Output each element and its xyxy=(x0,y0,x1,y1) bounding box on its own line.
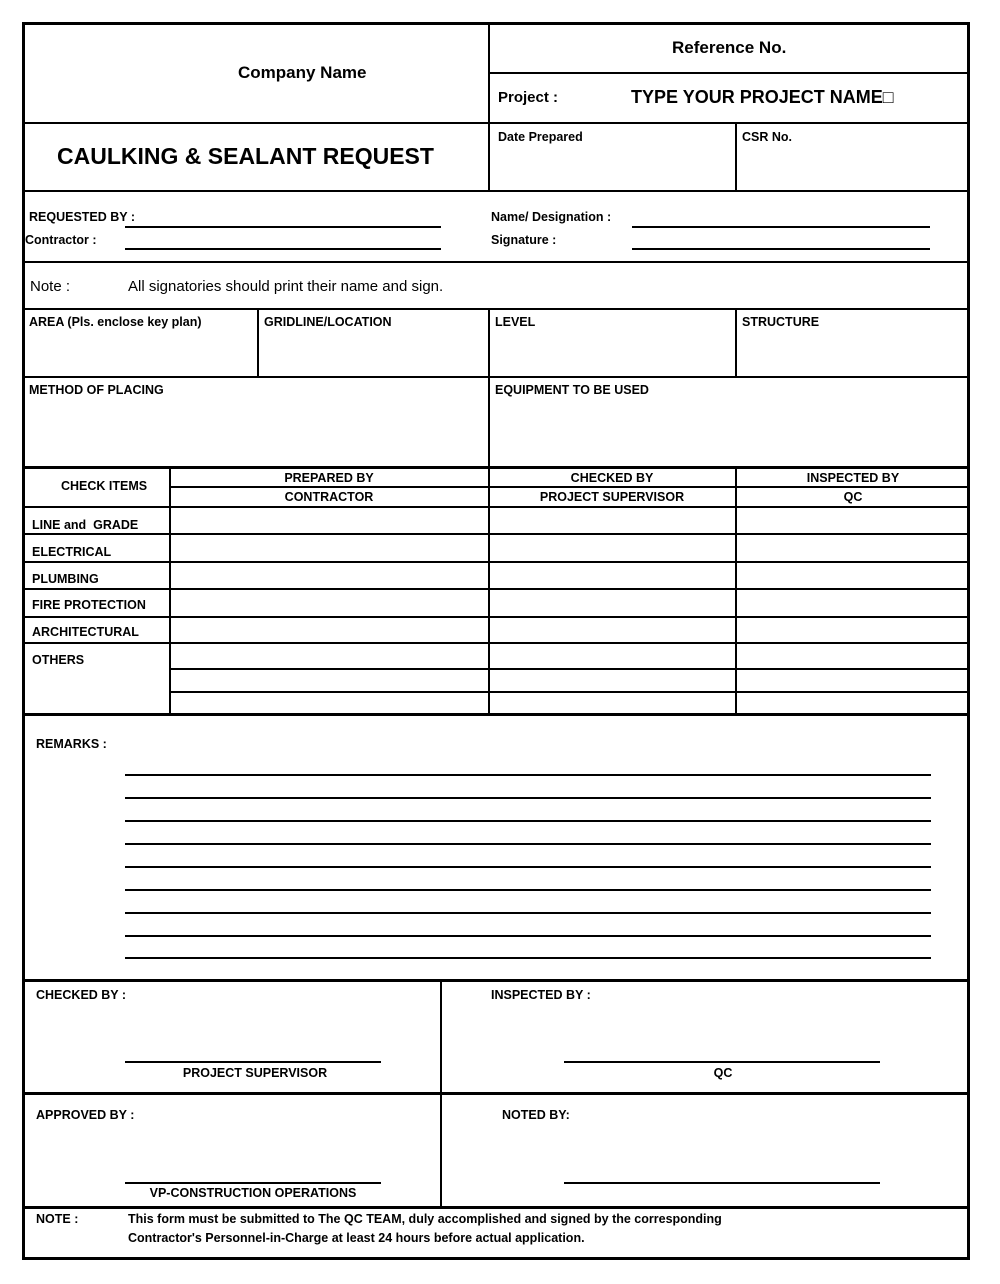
signature-label: Signature : xyxy=(491,233,557,247)
divider xyxy=(22,1206,970,1209)
divider xyxy=(22,561,970,563)
inspected-by-label: INSPECTED BY : xyxy=(491,988,591,1002)
divider xyxy=(170,691,970,693)
noted-by-signature-line[interactable] xyxy=(564,1182,880,1184)
requested-by-label: REQUESTED BY : xyxy=(29,210,136,224)
note-label: Note : xyxy=(30,278,71,295)
name-designation-line[interactable] xyxy=(632,226,930,228)
divider xyxy=(22,533,970,535)
divider xyxy=(22,308,970,310)
remarks-line[interactable] xyxy=(125,774,931,776)
check-item-line-grade: LINE and GRADE xyxy=(32,518,139,532)
divider xyxy=(257,308,259,378)
csr-no-label: CSR No. xyxy=(742,130,792,144)
contractor-header: CONTRACTOR xyxy=(284,490,374,504)
remarks-line[interactable] xyxy=(125,957,931,959)
project-name[interactable]: TYPE YOUR PROJECT NAME□ xyxy=(631,87,894,107)
check-item-others: OTHERS xyxy=(32,653,85,667)
divider xyxy=(488,22,490,192)
gridline-label: GRIDLINE/LOCATION xyxy=(264,315,392,329)
divider xyxy=(22,261,970,263)
divider xyxy=(22,588,970,590)
remarks-line[interactable] xyxy=(125,820,931,822)
contractor-label: Contractor : xyxy=(25,233,97,247)
method-label: METHOD OF PLACING xyxy=(29,383,164,397)
inspected-by-header: INSPECTED BY xyxy=(806,471,900,485)
divider xyxy=(488,308,490,468)
checked-by-role: PROJECT SUPERVISOR xyxy=(182,1066,328,1080)
check-item-electrical: ELECTRICAL xyxy=(32,545,112,559)
divider xyxy=(170,668,970,670)
contractor-line[interactable] xyxy=(125,248,441,250)
signature-line[interactable] xyxy=(632,248,930,250)
divider xyxy=(22,190,970,192)
project-label: Project : xyxy=(498,89,559,106)
inspected-by-role: QC xyxy=(713,1066,733,1080)
remarks-line[interactable] xyxy=(125,935,931,937)
inspected-by-signature-line[interactable] xyxy=(564,1061,880,1063)
note-text: All signatories should print their name and sign. xyxy=(128,278,444,295)
checked-by-header: CHECKED BY xyxy=(570,471,654,485)
check-items-header: CHECK ITEMS xyxy=(61,479,148,493)
structure-label: STRUCTURE xyxy=(742,315,820,329)
divider xyxy=(22,616,970,618)
reference-no-label: Reference No. xyxy=(672,38,787,57)
divider xyxy=(22,506,970,508)
footer-note-line2: Contractor's Personnel-in-Charge at least 24 hours before actual application. xyxy=(128,1231,585,1245)
qc-header: QC xyxy=(843,490,863,504)
approved-by-role: VP-CONSTRUCTION OPERATIONS xyxy=(149,1186,357,1200)
check-item-architectural: ARCHITECTURAL xyxy=(32,625,139,639)
form-title: CAULKING & SEALANT REQUEST xyxy=(57,143,434,169)
divider xyxy=(735,122,737,192)
approved-by-signature-line[interactable] xyxy=(125,1182,381,1184)
divider xyxy=(22,466,970,469)
checked-by-signature-line[interactable] xyxy=(125,1061,381,1063)
requested-by-line[interactable] xyxy=(125,226,441,228)
level-label: LEVEL xyxy=(495,315,536,329)
checked-by-label: CHECKED BY : xyxy=(36,988,127,1002)
remarks-line[interactable] xyxy=(125,797,931,799)
divider xyxy=(22,713,970,716)
divider xyxy=(170,486,970,488)
divider xyxy=(735,308,737,378)
divider xyxy=(440,979,442,1208)
name-designation-label: Name/ Designation : xyxy=(491,210,612,224)
remarks-line[interactable] xyxy=(125,889,931,891)
area-label: AREA (Pls. enclose key plan) xyxy=(29,315,202,329)
approved-by-label: APPROVED BY : xyxy=(36,1108,135,1122)
divider xyxy=(22,376,970,378)
check-item-plumbing: PLUMBING xyxy=(32,572,99,586)
footer-note-label: NOTE : xyxy=(36,1212,79,1226)
date-prepared-label: Date Prepared xyxy=(498,130,583,144)
noted-by-label: NOTED BY: xyxy=(502,1108,570,1122)
remarks-line[interactable] xyxy=(125,912,931,914)
prepared-by-header: PREPARED BY xyxy=(284,471,374,485)
remarks-line[interactable] xyxy=(125,843,931,845)
divider xyxy=(22,122,970,124)
project-supervisor-header: PROJECT SUPERVISOR xyxy=(539,490,685,504)
footer-note-line1: This form must be submitted to The QC TEAM, duly accomplished and signed by the corresponding xyxy=(128,1212,722,1226)
divider xyxy=(22,642,970,644)
equipment-label: EQUIPMENT TO BE USED xyxy=(495,383,649,397)
divider xyxy=(489,72,969,74)
divider xyxy=(22,979,970,982)
company-name: Company Name xyxy=(238,63,367,82)
remarks-line[interactable] xyxy=(125,866,931,868)
remarks-label: REMARKS : xyxy=(36,737,107,751)
divider xyxy=(22,1092,970,1095)
check-item-fire-protection: FIRE PROTECTION xyxy=(32,598,146,612)
